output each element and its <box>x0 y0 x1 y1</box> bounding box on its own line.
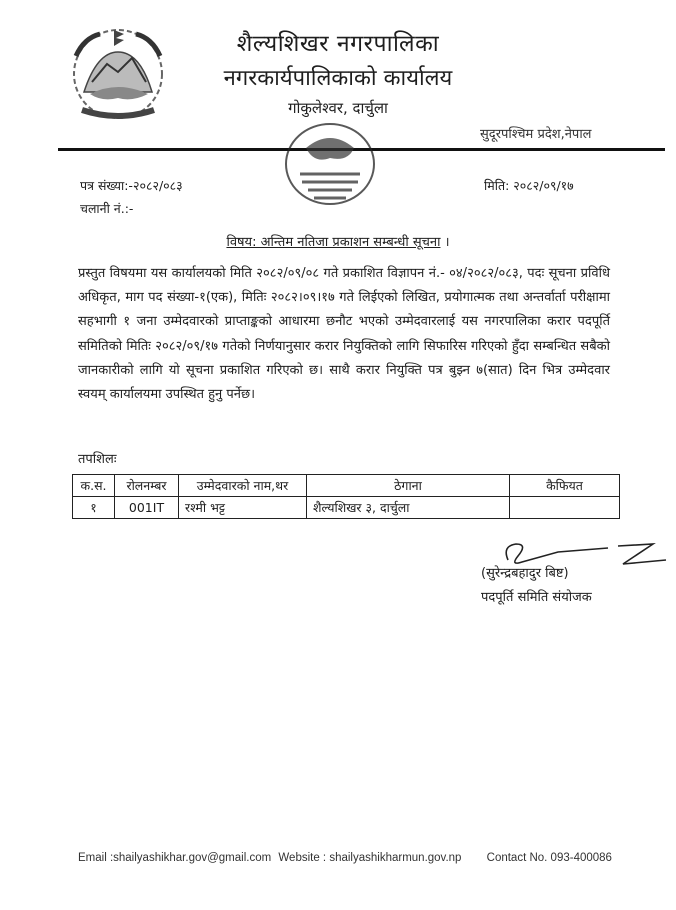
notice-body: प्रस्तुत विषयमा यस कार्यालयको मिति २०८२/०९/०८ गते प्रकाशित विज्ञापन नं.- ०४/२०८२/०८३, पदः सूचना प्रविधि अधिकृत, माग पद संख्या-१(एक), मितिः २०८२।०९।१७ गते लिईएको लिखित, प्रयोगात्मक तथा अन्तर्वार्ता परीक्षामा सहभागी १ जना उम्मेदवारको प्राप्ताङ्कको आधारमा छनौट भएको उम्मेदवारलाई यस नगरपालिका करार पदपूर्ति समितिको मितिः २०८२/०९/१७ गतेको निर्णयानुसार करार नियुक्तिको लागि सिफारिस गरिएको हुँदा सम्बन्धित सबैको जानकारीको लागि यो सूचना प्रकाशित गरिएको छ। साथै करार नियुक्ति पत्र बुझ्न ७(सात) दिन भित्र उम्मेदवार स्वयम् कार्यालयमा उपस्थित हुनु पर्नेछ। <box>78 266 610 403</box>
result-table <box>72 474 620 519</box>
municipality-name: शैल्यशिखर नगरपालिका <box>236 31 440 57</box>
table-header-row <box>73 475 620 497</box>
footer-email: Email :shailyashikhar.gov@gmail.com <box>78 852 272 864</box>
signatory-title: पदपूर्ति समिति संयोजक <box>481 590 592 605</box>
col-serial: क.स. <box>73 475 115 497</box>
letter-number: पत्र संख्या:-२०८२/०८३ <box>80 178 183 193</box>
col-remarks: कैफियत <box>510 475 620 497</box>
letter-date: मिति: २०८२/०९/१७ <box>484 178 574 193</box>
footer-website: Website : shailyashikharmun.gov.np <box>278 852 462 864</box>
subject-line <box>0 232 676 250</box>
details-label: तपशिलः <box>78 452 117 467</box>
cell-candidate-name: रश्मी भट्ट <box>179 497 307 519</box>
office-name: नगरकार्यपालिकाको कार्यालय <box>223 66 453 91</box>
cell-remarks <box>510 497 620 519</box>
province-name: सुदूरपश्चिम प्रदेश,नेपाल <box>480 127 592 142</box>
cell-address: शैल्यशिखर ३, दार्चुला <box>307 497 510 519</box>
office-seal-icon <box>278 118 382 210</box>
signatory-name: (सुरेन्द्रबहादुर बिष्ट) <box>481 566 569 581</box>
table-row <box>73 497 620 519</box>
col-address: ठेगाना <box>307 475 510 497</box>
col-roll-number: रोलनम्बर <box>115 475 179 497</box>
footer-phone: Contact No. 093-400086 <box>486 852 612 864</box>
cell-roll-number: 001IT <box>115 497 179 519</box>
subject-end-mark: । <box>440 235 450 250</box>
dispatch-number: चलानी नं.:- <box>80 201 134 216</box>
subject-text: विषय: अन्तिम नतिजा प्रकाशन सम्बन्धी सूचना <box>226 235 441 250</box>
cell-serial: १ <box>73 497 115 519</box>
footer-contact <box>78 852 616 864</box>
col-candidate-name: उम्मेदवारको नाम,थर <box>179 475 307 497</box>
office-location: गोकुलेश्वर, दार्चुला <box>288 99 388 117</box>
